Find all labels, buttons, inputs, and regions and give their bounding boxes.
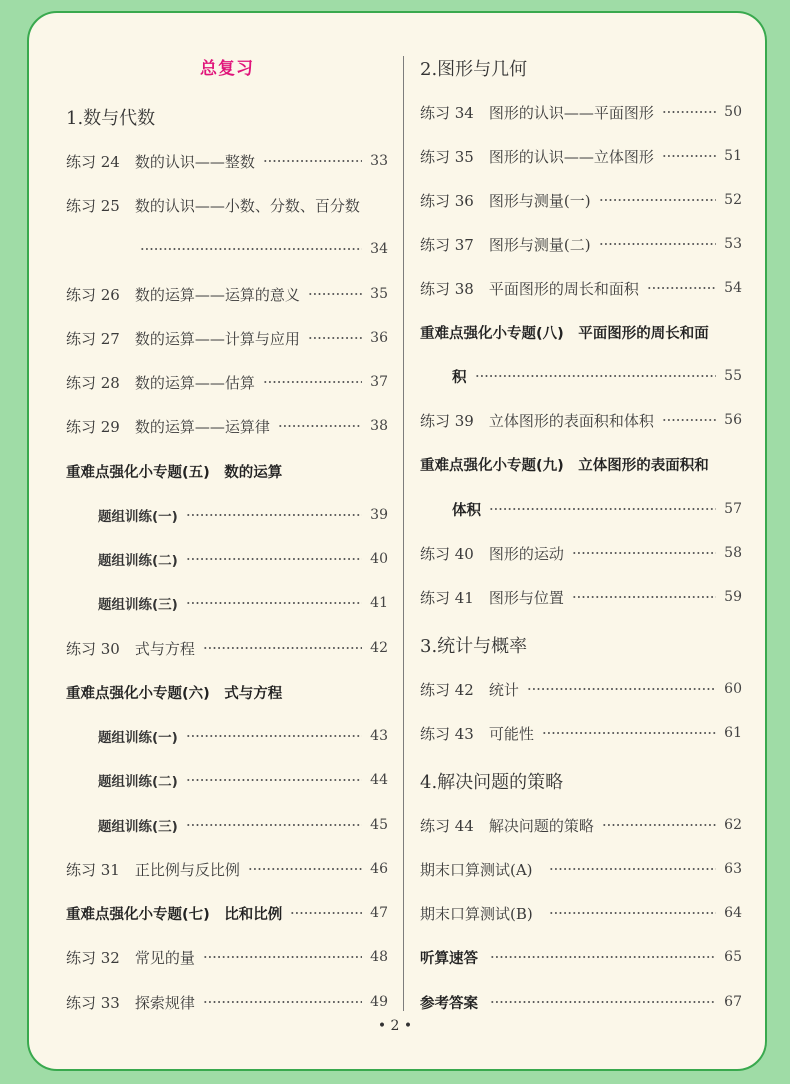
toc-entry[interactable] xyxy=(66,149,388,173)
special-topic-heading[interactable]: 重难点强化小专题(六) 式与方程 xyxy=(66,685,283,702)
entry-page: 35 xyxy=(370,286,388,302)
entry-label: 体积 xyxy=(452,502,481,519)
entry-page: 41 xyxy=(370,595,388,611)
toc-entry[interactable] xyxy=(66,326,388,350)
entry-page: 59 xyxy=(724,589,742,605)
dot-leader xyxy=(572,596,716,598)
toc-entry-continuation[interactable] xyxy=(420,364,742,388)
special-topic-heading[interactable]: 重难点强化小专题(八) 平面图形的周长和面 xyxy=(420,325,709,342)
entry-label: 题组训练(一) xyxy=(98,509,178,525)
toc-subentry[interactable] xyxy=(66,547,388,571)
dot-leader xyxy=(186,779,362,781)
dot-leader xyxy=(662,155,716,157)
entry-page: 47 xyxy=(370,905,388,921)
toc-entry[interactable] xyxy=(66,282,388,306)
section-heading-number-algebra: 1.数与代数 xyxy=(66,108,156,129)
dot-leader xyxy=(602,824,716,826)
entry-label: 练习 37 图形与测量(二) xyxy=(420,235,591,254)
dot-leader xyxy=(278,425,362,427)
toc-entry[interactable] xyxy=(66,414,388,438)
entry-label: 积 xyxy=(452,369,467,386)
entry-page: 56 xyxy=(724,412,742,428)
toc-entry[interactable] xyxy=(420,813,742,837)
entry-label: 练习 36 图形与测量(一) xyxy=(420,191,591,210)
entry-page: 65 xyxy=(724,949,742,965)
entry-label: 练习 30 式与方程 xyxy=(66,639,195,658)
toc-entry-special[interactable] xyxy=(420,945,742,969)
entry-label: 题组训练(一) xyxy=(98,730,178,746)
entry-label: 练习 40 图形的运动 xyxy=(420,544,564,563)
dot-leader xyxy=(542,732,716,734)
dot-leader xyxy=(290,912,362,914)
toc-entry[interactable] xyxy=(420,541,742,565)
dot-leader xyxy=(186,514,362,516)
toc-entry[interactable] xyxy=(66,857,388,881)
entry-page: 46 xyxy=(370,861,388,877)
dot-leader xyxy=(527,688,716,690)
dot-leader xyxy=(308,337,362,339)
entry-page: 54 xyxy=(724,280,742,296)
entry-label: 练习 38 平面图形的周长和面积 xyxy=(420,279,639,298)
entry-label: 练习 29 数的运算——运算律 xyxy=(66,417,270,436)
special-topic-heading[interactable]: 重难点强化小专题(五) 数的运算 xyxy=(66,464,283,481)
entry-label: 听算速答 xyxy=(420,950,478,967)
entry-page: 45 xyxy=(370,817,388,833)
section-heading-geometry: 2.图形与几何 xyxy=(420,59,528,80)
entry-label: 练习 35 图形的认识——立体图形 xyxy=(420,147,654,166)
dot-leader xyxy=(308,293,362,295)
toc-entry[interactable] xyxy=(420,188,742,212)
entry-page: 58 xyxy=(724,545,742,561)
dot-leader xyxy=(248,868,362,870)
entry-label: 参考答案 xyxy=(420,995,478,1012)
entry-label: 练习 25 数的认识——小数、分数、百分数 xyxy=(66,196,360,215)
toc-entry-continuation[interactable] xyxy=(66,237,388,261)
entry-label: 题组训练(二) xyxy=(98,774,178,790)
dot-leader xyxy=(490,1001,716,1003)
entry-label: 期末口算测试(B) xyxy=(420,904,533,923)
entry-page: 53 xyxy=(724,236,742,252)
dot-leader xyxy=(549,868,717,870)
entry-label: 题组训练(三) xyxy=(98,597,178,613)
toc-entry-special[interactable] xyxy=(420,990,742,1014)
entry-page: 67 xyxy=(724,994,742,1010)
page-number: • 2 • xyxy=(377,1018,413,1034)
toc-entry[interactable] xyxy=(66,193,388,217)
dot-leader xyxy=(203,956,362,958)
entry-label: 练习 33 探索规律 xyxy=(66,993,195,1012)
page-title: 总复习 xyxy=(200,59,254,79)
dot-leader xyxy=(489,508,716,510)
entry-label: 练习 27 数的运算——计算与应用 xyxy=(66,329,300,348)
toc-subentry[interactable] xyxy=(66,591,388,615)
entry-page: 38 xyxy=(370,418,388,434)
special-topic-heading[interactable]: 重难点强化小专题(九) 立体图形的表面积和 xyxy=(420,457,709,474)
entry-label: 练习 26 数的运算——运算的意义 xyxy=(66,285,300,304)
toc-entry[interactable] xyxy=(66,636,388,660)
entry-label: 练习 32 常见的量 xyxy=(66,948,195,967)
entry-page: 52 xyxy=(724,192,742,208)
entry-page: 39 xyxy=(370,507,388,523)
entry-page: 62 xyxy=(724,817,742,833)
dot-leader xyxy=(662,111,716,113)
entry-page: 60 xyxy=(724,681,742,697)
dot-leader xyxy=(490,956,716,958)
entry-label: 练习 42 统计 xyxy=(420,680,519,699)
entry-label: 重难点强化小专题(七) 比和比例 xyxy=(66,906,283,923)
dot-leader xyxy=(263,160,362,162)
entry-page: 63 xyxy=(724,861,742,877)
entry-page: 33 xyxy=(370,153,388,169)
toc-entry[interactable] xyxy=(420,276,742,300)
toc-entry[interactable] xyxy=(420,721,742,745)
entry-page: 49 xyxy=(370,994,388,1010)
dot-leader xyxy=(186,735,362,737)
section-heading-strategies: 4.解决问题的策略 xyxy=(420,772,564,793)
dot-leader xyxy=(203,1001,362,1003)
dot-leader xyxy=(203,647,362,649)
toc-entry[interactable] xyxy=(66,990,388,1014)
entry-page: 43 xyxy=(370,728,388,744)
toc-entry[interactable] xyxy=(420,857,742,881)
entry-page: 48 xyxy=(370,949,388,965)
dot-leader xyxy=(572,552,716,554)
dot-leader xyxy=(647,287,716,289)
entry-page: 37 xyxy=(370,374,388,390)
section-heading-statistics: 3.统计与概率 xyxy=(420,636,528,657)
toc-entry-continuation[interactable] xyxy=(420,497,742,521)
entry-label: 练习 39 立体图形的表面积和体积 xyxy=(420,411,654,430)
entry-page: 36 xyxy=(370,330,388,346)
toc-entry[interactable] xyxy=(420,144,742,168)
entry-page: 51 xyxy=(724,148,742,164)
toc-subentry[interactable] xyxy=(66,813,388,837)
dot-leader xyxy=(599,243,717,245)
entry-label: 练习 43 可能性 xyxy=(420,724,534,743)
entry-label: 题组训练(三) xyxy=(98,819,178,835)
toc-entry[interactable] xyxy=(420,232,742,256)
toc-entry[interactable] xyxy=(420,408,742,432)
entry-page: 55 xyxy=(724,368,742,384)
entry-label: 练习 34 图形的认识——平面图形 xyxy=(420,103,654,122)
dot-leader xyxy=(662,419,716,421)
entry-page: 50 xyxy=(724,104,742,120)
toc-entry[interactable] xyxy=(66,945,388,969)
toc-entry[interactable] xyxy=(420,100,742,124)
dot-leader xyxy=(186,824,362,826)
entry-label: 练习 41 图形与位置 xyxy=(420,588,564,607)
dot-leader xyxy=(263,381,362,383)
entry-label: 练习 24 数的认识——整数 xyxy=(66,152,255,171)
entry-label: 练习 28 数的运算——估算 xyxy=(66,373,255,392)
entry-page: 42 xyxy=(370,640,388,656)
toc-entry[interactable] xyxy=(66,370,388,394)
entry-page: 64 xyxy=(724,905,742,921)
dot-leader xyxy=(140,248,362,250)
dot-leader xyxy=(475,375,717,377)
toc-entry[interactable] xyxy=(420,585,742,609)
toc-entry[interactable] xyxy=(420,677,742,701)
dot-leader xyxy=(186,558,362,560)
entry-label: 期末口算测试(A) xyxy=(420,860,533,879)
toc-subentry[interactable] xyxy=(66,503,388,527)
entry-page: 40 xyxy=(370,551,388,567)
toc-entry-special[interactable] xyxy=(66,901,388,925)
dot-leader xyxy=(599,199,717,201)
toc-entry[interactable] xyxy=(420,901,742,925)
entry-page: 57 xyxy=(724,501,742,517)
entry-label: 练习 31 正比例与反比例 xyxy=(66,860,240,879)
toc-subentry[interactable] xyxy=(66,724,388,748)
dot-leader xyxy=(549,912,716,914)
column-divider xyxy=(403,56,404,1011)
toc-subentry[interactable] xyxy=(66,768,388,792)
dot-leader xyxy=(186,602,362,604)
entry-page: 61 xyxy=(724,725,742,741)
entry-label: 题组训练(二) xyxy=(98,553,178,569)
entry-label: 练习 44 解决问题的策略 xyxy=(420,816,594,835)
entry-page: 34 xyxy=(370,241,388,257)
entry-page: 44 xyxy=(370,772,388,788)
